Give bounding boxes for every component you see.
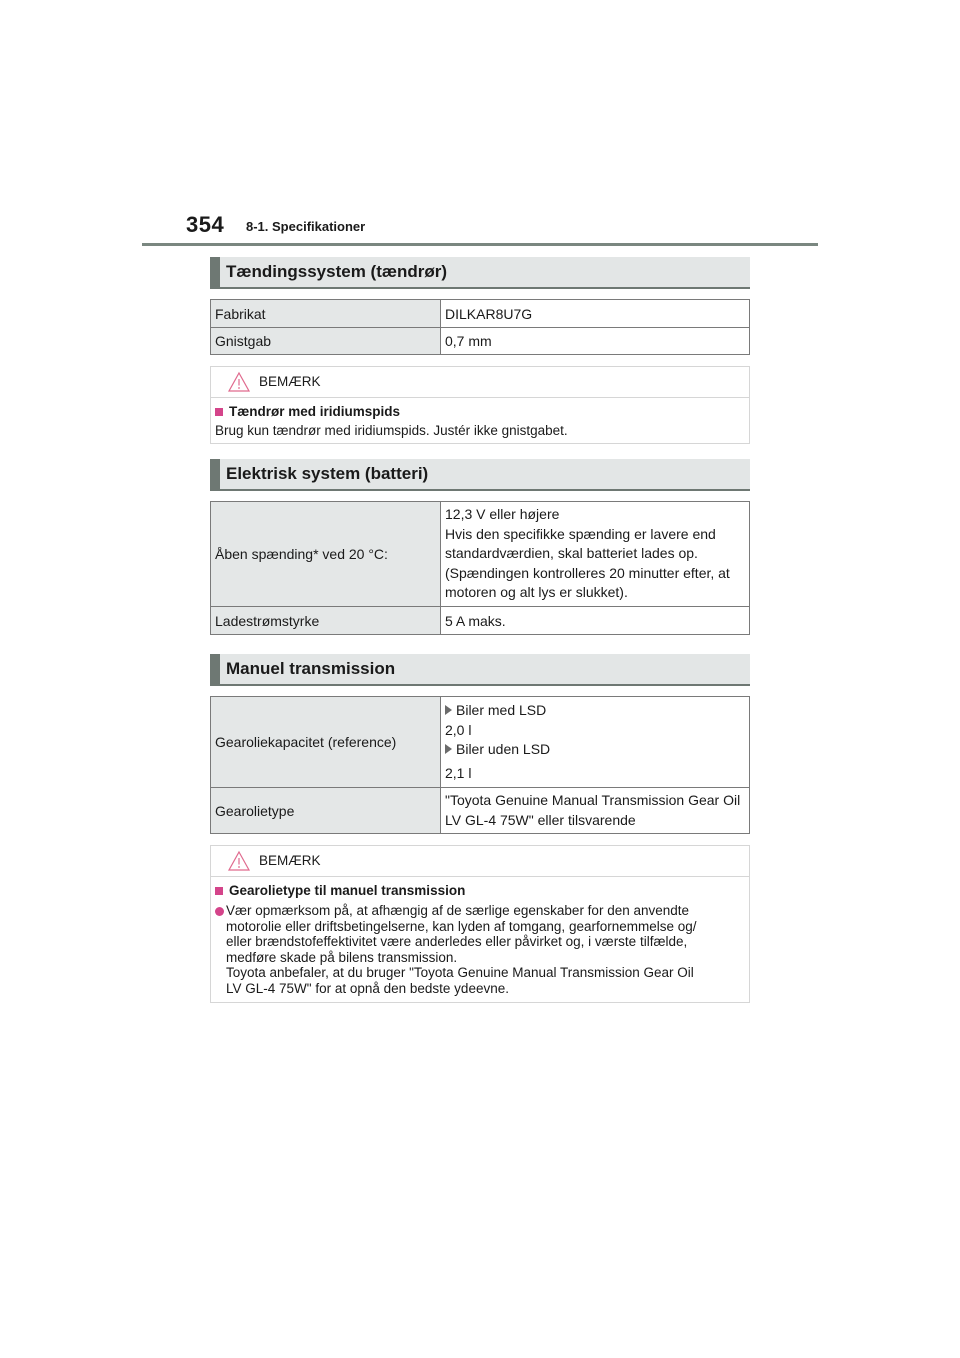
- section-title: Elektrisk system (batteri): [226, 464, 429, 483]
- note-box-gear-oil: [210, 845, 750, 1003]
- triangle-bullet-icon: [445, 744, 452, 754]
- chapter-title: 8-1. Specifikationer: [246, 219, 366, 234]
- table-row: [211, 300, 750, 328]
- page-number: 354: [186, 212, 225, 237]
- note-title-text: Tændrør med iridiumspids: [229, 404, 401, 419]
- spec-value: [441, 502, 750, 607]
- note-title: [215, 404, 749, 419]
- table-row: [211, 788, 750, 834]
- spec-value: 0,7 mm: [441, 328, 750, 355]
- section-heading-transmission: [210, 654, 750, 686]
- section-heading-ignition: [210, 257, 750, 289]
- ignition-spec-table: [210, 299, 750, 355]
- value-line: 2,1 l: [445, 764, 472, 781]
- value-line: motoren og alt lys er slukket).: [445, 584, 628, 601]
- table-row: [211, 607, 750, 635]
- spec-value: [441, 788, 750, 834]
- spec-value: [441, 697, 750, 788]
- note-header: [211, 846, 749, 877]
- bullet-line: medføre skade på bilens transmission.: [226, 949, 458, 965]
- value-line: (Spændingen kontrolleres 20 minutter efter, at: [445, 564, 730, 581]
- note-label: BEMÆRK: [259, 374, 321, 389]
- note-body: Brug kun tændrør med iridiumspids. Justér ikke gnistgabet.: [215, 423, 568, 438]
- bullet-line: Vær opmærksom på, at afhængig af de særlige egenskaber for den anvendte: [226, 903, 690, 918]
- note-title: [215, 883, 749, 898]
- square-bullet-icon: [215, 887, 223, 895]
- warning-triangle-icon: [227, 850, 251, 872]
- spec-key: Gearoliekapacitet (reference): [211, 697, 441, 788]
- value-line: [445, 740, 745, 760]
- value-line: 12,3 V eller højere: [445, 506, 560, 523]
- value-line: [445, 701, 745, 721]
- bullet-line: LV GL-4 75W" for at opnå den bedste ydeevne.: [226, 980, 509, 996]
- note-box-spark-plug: [210, 366, 750, 444]
- spec-key: Åben spænding* ved 20 °C:: [211, 502, 441, 607]
- variant-label: Biler uden LSD: [456, 741, 551, 757]
- transmission-spec-table: [210, 696, 750, 834]
- note-label: BEMÆRK: [259, 853, 321, 868]
- bullet-line: Toyota anbefaler, at du bruger "Toyota Genuine Manual Transmission Gear Oil: [226, 965, 694, 980]
- section-title: Tændingssystem (tændrør): [226, 262, 448, 281]
- note-bullet-item: [211, 903, 743, 996]
- value-line: 2,0 l: [445, 721, 472, 738]
- header-rule: [142, 243, 818, 246]
- value-line: "Toyota Genuine Manual Transmission Gear Oil: [445, 792, 741, 808]
- spec-key: Fabrikat: [211, 300, 441, 328]
- note-title-text: Gearolietype til manuel transmission: [229, 883, 466, 898]
- table-row: [211, 697, 750, 788]
- electrical-spec-table: [210, 501, 750, 635]
- table-row: [211, 328, 750, 355]
- table-row: [211, 502, 750, 607]
- circle-bullet-icon: [215, 907, 224, 916]
- spec-value: DILKAR8U7G: [441, 300, 750, 328]
- section-heading-electrical: [210, 459, 750, 491]
- square-bullet-icon: [215, 408, 223, 416]
- warning-triangle-icon: [227, 371, 251, 393]
- value-line: standardværdien, skal batteriet lades op.: [445, 545, 698, 562]
- spec-key: Gnistgab: [211, 328, 441, 355]
- variant-label: Biler med LSD: [456, 702, 547, 718]
- triangle-bullet-icon: [445, 705, 452, 715]
- spec-key: Ladestrømstyrke: [211, 607, 441, 635]
- value-line: Hvis den specifikke spænding er lavere end: [445, 525, 716, 542]
- value-line: LV GL-4 75W" eller tilsvarende: [445, 811, 636, 828]
- section-title: Manuel transmission: [226, 659, 396, 678]
- spec-value: 5 A maks.: [441, 607, 750, 635]
- spec-key: Gearolietype: [211, 788, 441, 834]
- note-header: [211, 367, 749, 398]
- bullet-line: eller brændstofeffektivitet være anderledes eller påvirket og, i værste tilfælde,: [226, 934, 688, 949]
- bullet-line: motorolie eller driftsbetingelserne, kan lyden af tomgang, gearfornemmelse og/: [226, 918, 697, 934]
